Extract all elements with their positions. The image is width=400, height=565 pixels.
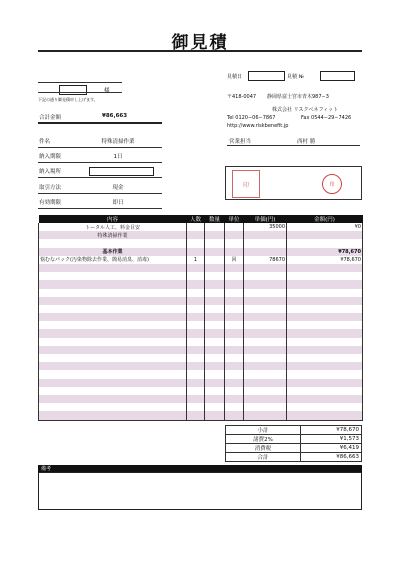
summary-label: 合計 xyxy=(226,453,301,462)
table-row xyxy=(39,223,363,231)
cell-qty xyxy=(205,338,225,346)
table-row xyxy=(39,321,363,329)
summary-value: ¥78,670 xyxy=(301,426,362,435)
summary-value: ¥6,419 xyxy=(301,444,362,453)
cell-desc: 悩むなパック(汚染物除去作業、簡易消臭、消毒) xyxy=(39,256,187,264)
cell-qty xyxy=(205,313,225,321)
cell-desc xyxy=(39,272,187,280)
cell-people xyxy=(187,379,205,387)
cell-desc xyxy=(39,338,187,346)
cell-amount xyxy=(287,239,363,247)
table-row xyxy=(39,387,363,395)
field-subject xyxy=(38,136,162,148)
customer-honorific: 様 xyxy=(104,88,110,94)
cell-amount xyxy=(287,370,363,378)
field-deadline xyxy=(38,151,162,163)
cell-amount: ¥78,670 xyxy=(287,248,363,256)
cell-unit xyxy=(225,362,244,370)
cell-amount xyxy=(287,264,363,272)
cell-qty xyxy=(205,387,225,395)
cell-qty xyxy=(205,223,225,231)
cell-desc xyxy=(39,362,187,370)
cell-qty xyxy=(205,297,225,305)
cell-unit xyxy=(225,223,244,231)
cell-qty xyxy=(205,411,225,420)
cell-qty xyxy=(205,329,225,337)
table-row xyxy=(39,329,363,337)
cell-qty xyxy=(205,256,225,264)
cell-unit xyxy=(225,272,244,280)
summary-row xyxy=(226,435,362,444)
personal-seal: 印 xyxy=(322,174,342,194)
cell-amount xyxy=(287,403,363,411)
date-box[interactable] xyxy=(248,71,285,81)
cell-people: 1 xyxy=(187,256,205,264)
company-address: 静岡県富士宮市青木987−3 xyxy=(267,94,329,100)
cell-qty xyxy=(205,264,225,272)
document-title: 御見積 xyxy=(171,33,229,53)
cell-price xyxy=(244,289,287,297)
cell-unit xyxy=(225,297,244,305)
cell-qty xyxy=(205,231,225,239)
col-header: 数量 xyxy=(205,215,225,223)
cell-unit xyxy=(225,280,244,288)
cell-people xyxy=(187,272,205,280)
total-value: ¥86,663 xyxy=(102,113,128,119)
cell-desc: トータル人工、料金目安 xyxy=(39,223,187,231)
cell-unit xyxy=(225,346,244,354)
cell-price: 78670 xyxy=(244,256,287,264)
rep-row xyxy=(227,137,360,146)
cell-amount xyxy=(287,387,363,395)
rep-name: 西村 勝 xyxy=(297,139,316,145)
cell-unit xyxy=(225,395,244,403)
stamp-box xyxy=(225,166,362,200)
table-row xyxy=(39,264,363,272)
cell-price xyxy=(244,370,287,378)
cell-qty xyxy=(205,239,225,247)
field-value: 特殊清掃作業 xyxy=(101,139,135,145)
cell-amount xyxy=(287,231,363,239)
cell-price: 35000 xyxy=(244,223,287,231)
cell-desc xyxy=(39,346,187,354)
cell-amount xyxy=(287,313,363,321)
cell-price xyxy=(244,403,287,411)
cell-price xyxy=(244,313,287,321)
cell-people xyxy=(187,354,205,362)
company-name: 株式会社 リスクベネフィット xyxy=(272,107,339,113)
cell-desc xyxy=(39,321,187,329)
cell-price xyxy=(244,395,287,403)
field-value: 即日 xyxy=(112,200,124,206)
table-row xyxy=(39,395,363,403)
items-table xyxy=(38,215,362,421)
table-row xyxy=(39,256,363,264)
cell-desc xyxy=(39,387,187,395)
cell-price xyxy=(244,379,287,387)
cell-unit xyxy=(225,239,244,247)
cell-qty xyxy=(205,346,225,354)
cell-amount xyxy=(287,338,363,346)
summary-value: ¥86,663 xyxy=(301,453,362,462)
cell-amount: ¥0 xyxy=(287,223,363,231)
cell-price xyxy=(244,329,287,337)
cell-price xyxy=(244,239,287,247)
cell-amount xyxy=(287,329,363,337)
cell-amount xyxy=(287,395,363,403)
cell-people xyxy=(187,280,205,288)
cell-amount xyxy=(287,297,363,305)
cell-unit xyxy=(225,248,244,256)
remarks-label: 備考 xyxy=(41,466,52,472)
field-label: 納入期限 xyxy=(39,154,62,160)
table-row xyxy=(39,354,363,362)
cell-amount xyxy=(287,354,363,362)
cell-people xyxy=(187,346,205,354)
table-row xyxy=(39,231,363,239)
cell-people xyxy=(187,387,205,395)
cell-price xyxy=(244,297,287,305)
cell-desc xyxy=(39,354,187,362)
table-header xyxy=(39,215,363,223)
cell-price xyxy=(244,264,287,272)
col-header: 単位 xyxy=(225,215,244,223)
cell-price xyxy=(244,362,287,370)
cell-desc xyxy=(39,329,187,337)
col-header: 単価(円) xyxy=(244,215,287,223)
summary-label: 諸費2% xyxy=(226,435,301,444)
company-seal: 印 xyxy=(232,170,260,198)
number-box[interactable] xyxy=(320,71,355,81)
cell-unit xyxy=(225,403,244,411)
company-fax: Fax 0544−29−7426 xyxy=(301,115,352,121)
col-header: 内容 xyxy=(39,215,187,223)
field-label: 有効期限 xyxy=(39,200,62,206)
cell-people xyxy=(187,411,205,420)
cell-people xyxy=(187,305,205,313)
cell-desc: 基本作業 xyxy=(39,248,187,256)
cell-qty xyxy=(205,395,225,403)
cell-unit xyxy=(225,354,244,362)
cell-people xyxy=(187,289,205,297)
cell-amount xyxy=(287,289,363,297)
cell-desc xyxy=(39,239,187,247)
cell-price xyxy=(244,305,287,313)
cell-price xyxy=(244,231,287,239)
cell-amount xyxy=(287,411,363,420)
cell-qty xyxy=(205,289,225,297)
cell-unit xyxy=(225,264,244,272)
cell-amount xyxy=(287,379,363,387)
cell-unit: 回 xyxy=(225,256,244,264)
cell-qty xyxy=(205,280,225,288)
field-payment xyxy=(38,182,162,194)
cell-amount xyxy=(287,305,363,313)
table-row xyxy=(39,297,363,305)
table-row xyxy=(39,346,363,354)
cell-people xyxy=(187,321,205,329)
summary-value: ¥1,573 xyxy=(301,435,362,444)
cell-desc xyxy=(39,395,187,403)
company-url: http://www.riskbenefit.jp xyxy=(227,123,289,129)
summary-row xyxy=(226,444,362,453)
date-label: 見積日 xyxy=(227,74,243,80)
table-row xyxy=(39,272,363,280)
field-value: 現金 xyxy=(112,185,124,191)
table-row xyxy=(39,362,363,370)
cell-people xyxy=(187,329,205,337)
cell-unit xyxy=(225,379,244,387)
cell-unit xyxy=(225,305,244,313)
table-row xyxy=(39,338,363,346)
table-row xyxy=(39,289,363,297)
cell-people xyxy=(187,403,205,411)
cell-unit xyxy=(225,313,244,321)
table-row xyxy=(39,305,363,313)
cell-qty xyxy=(205,321,225,329)
summary-label: 消費税 xyxy=(226,444,301,453)
cell-qty xyxy=(205,272,225,280)
company-zip: 〒418-0047 xyxy=(227,94,257,100)
table-row xyxy=(39,248,363,256)
cell-unit xyxy=(225,289,244,297)
table-row xyxy=(39,403,363,411)
customer-name-box[interactable] xyxy=(59,85,87,95)
cell-people xyxy=(187,313,205,321)
summary-table xyxy=(225,425,362,462)
cell-desc xyxy=(39,264,187,272)
field-label: 件名 xyxy=(39,139,51,145)
cell-desc: 特殊清掃作業 xyxy=(39,231,187,239)
cell-unit xyxy=(225,387,244,395)
customer-note: 下記の通り御見積申し上げます。 xyxy=(38,97,98,102)
cell-people xyxy=(187,231,205,239)
cell-desc xyxy=(39,305,187,313)
summary-label: 小計 xyxy=(226,426,301,435)
cell-qty xyxy=(205,305,225,313)
table-row xyxy=(39,280,363,288)
total-row xyxy=(38,113,162,124)
company-tel: Tel 0120−06−7867 xyxy=(227,115,276,121)
cell-amount xyxy=(287,272,363,280)
cell-people xyxy=(187,297,205,305)
table-row xyxy=(39,313,363,321)
cell-desc xyxy=(39,313,187,321)
table-row xyxy=(39,379,363,387)
cell-qty xyxy=(205,379,225,387)
cell-amount xyxy=(287,346,363,354)
cell-people xyxy=(187,362,205,370)
table-row xyxy=(39,370,363,378)
cell-price xyxy=(244,338,287,346)
customer-name-line xyxy=(38,73,122,83)
cell-desc xyxy=(39,297,187,305)
cell-people xyxy=(187,248,205,256)
cell-unit xyxy=(225,411,244,420)
location-input[interactable] xyxy=(89,167,154,176)
cell-unit xyxy=(225,321,244,329)
cell-desc xyxy=(39,289,187,297)
cell-unit xyxy=(225,338,244,346)
total-label: 合計金額 xyxy=(39,115,62,121)
summary-row xyxy=(226,453,362,462)
cell-qty xyxy=(205,248,225,256)
title-underline xyxy=(38,50,362,52)
table-row xyxy=(39,411,363,420)
cell-price xyxy=(244,387,287,395)
cell-amount xyxy=(287,321,363,329)
number-label: 見積 № xyxy=(287,74,304,80)
cell-desc xyxy=(39,370,187,378)
remarks-area[interactable] xyxy=(38,472,362,510)
table-row xyxy=(39,239,363,247)
cell-qty xyxy=(205,403,225,411)
cell-price xyxy=(244,272,287,280)
cell-amount xyxy=(287,280,363,288)
cell-people xyxy=(187,223,205,231)
field-validity xyxy=(38,197,162,209)
cell-desc xyxy=(39,379,187,387)
cell-price xyxy=(244,354,287,362)
cell-price xyxy=(244,346,287,354)
cell-price xyxy=(244,280,287,288)
cell-price xyxy=(244,411,287,420)
cell-people xyxy=(187,395,205,403)
cell-desc xyxy=(39,411,187,420)
cell-people xyxy=(187,264,205,272)
cell-unit xyxy=(225,370,244,378)
col-header: 金額(円) xyxy=(287,215,363,223)
cell-qty xyxy=(205,354,225,362)
col-header: 人数 xyxy=(187,215,205,223)
cell-qty xyxy=(205,370,225,378)
cell-price xyxy=(244,321,287,329)
field-label: 取引方法 xyxy=(39,185,62,191)
cell-amount: ¥78,670 xyxy=(287,256,363,264)
cell-price xyxy=(244,248,287,256)
summary-row xyxy=(226,426,362,435)
cell-unit xyxy=(225,231,244,239)
cell-qty xyxy=(205,362,225,370)
cell-people xyxy=(187,239,205,247)
rep-label: 営業担当 xyxy=(229,139,252,145)
cell-people xyxy=(187,370,205,378)
field-value: 1日 xyxy=(113,154,123,160)
cell-unit xyxy=(225,329,244,337)
cell-desc xyxy=(39,280,187,288)
cell-amount xyxy=(287,362,363,370)
remarks-header xyxy=(38,465,362,472)
cell-people xyxy=(187,338,205,346)
field-label: 納入場所 xyxy=(39,169,62,175)
cell-desc xyxy=(39,403,187,411)
